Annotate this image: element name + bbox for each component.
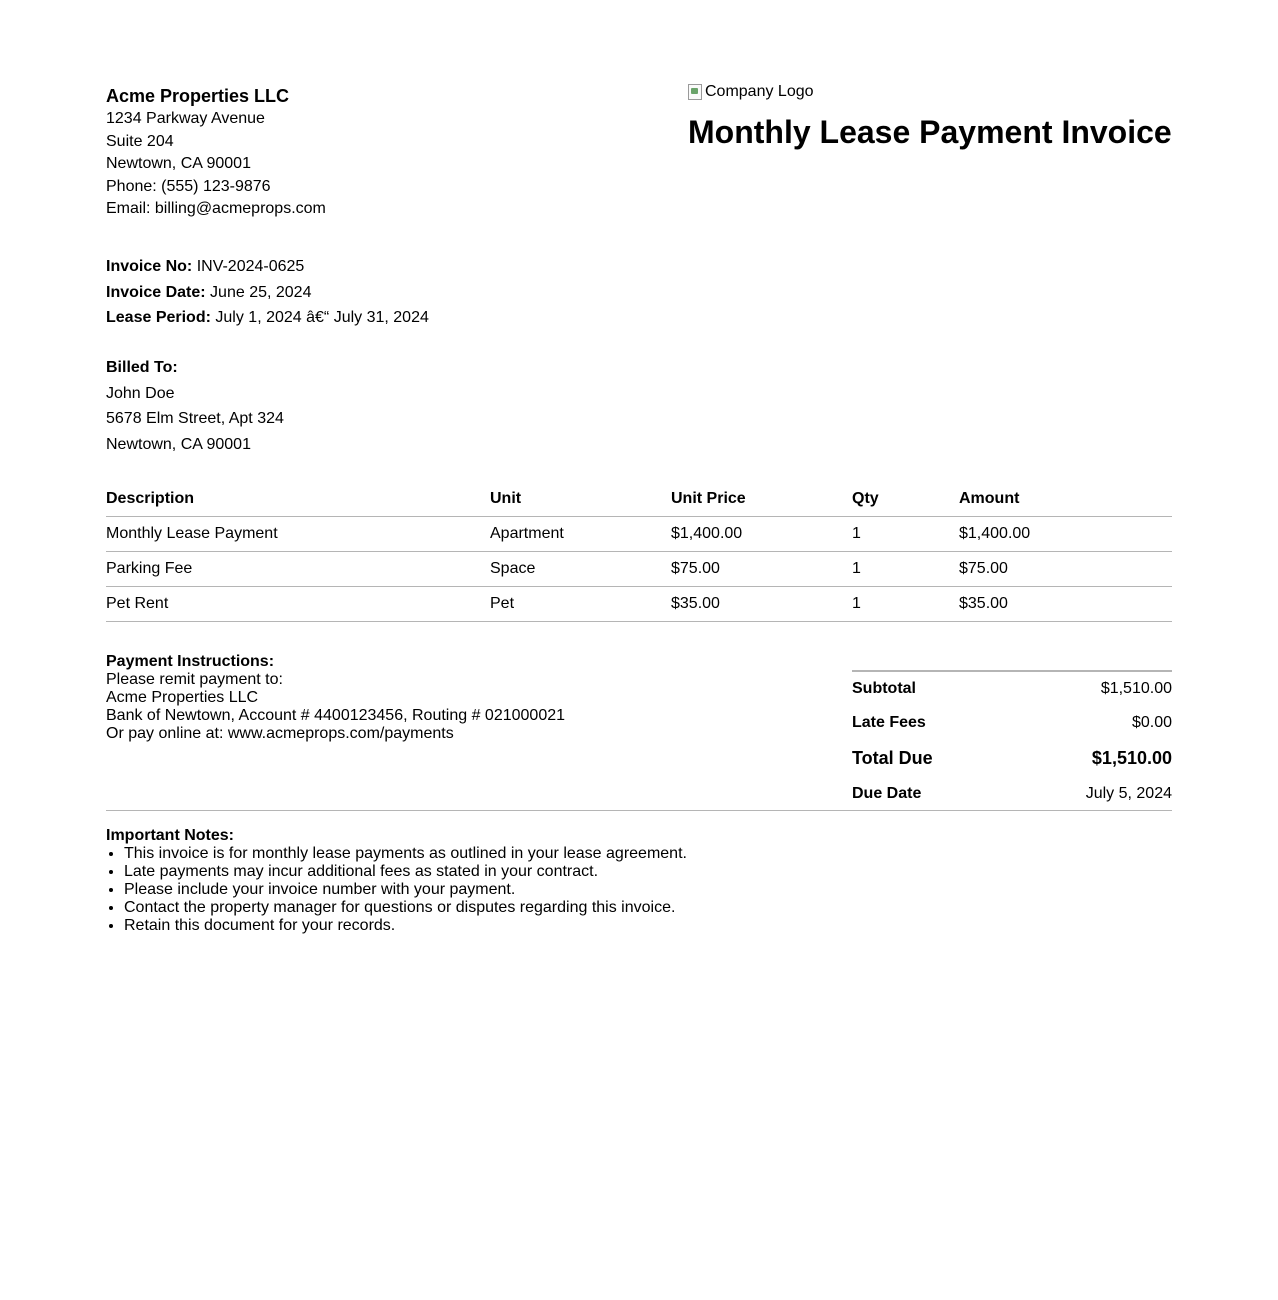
line-items-table — [106, 482, 1172, 622]
important-notes — [106, 827, 906, 935]
total-due-value: $1,510.00 — [1091, 747, 1172, 768]
column-header-description: Description — [106, 482, 490, 517]
subtotal-label: Subtotal — [852, 680, 916, 697]
cell-amount: $1,400.00 — [959, 517, 1172, 552]
cell-unit-price: $75.00 — [671, 552, 852, 587]
column-header-unit: Unit — [490, 482, 671, 517]
subtotal-row — [852, 672, 1172, 706]
company-city: Newtown, CA 90001 — [106, 155, 251, 173]
company-email: Email: billing@acmeprops.com — [106, 200, 326, 218]
table-row — [106, 587, 1172, 622]
lease-period-label: Lease Period: — [106, 309, 211, 326]
invoice-header — [688, 82, 1172, 152]
total-due-row — [852, 740, 1172, 776]
company-logo-alt-text: Company Logo — [705, 83, 814, 100]
list-item: • Please include your invoice number with your payment. — [124, 881, 906, 899]
payment-instructions-label: Payment Instructions: — [106, 653, 275, 670]
notes-list — [106, 845, 906, 935]
invoice-number-label: Invoice No: — [106, 258, 193, 275]
table-row — [106, 552, 1172, 587]
late-fees-row — [852, 706, 1172, 740]
company-logo — [688, 82, 1172, 102]
list-item: • This invoice is for monthly lease payments as outlined in your lease agreement. — [124, 845, 906, 863]
table-row — [106, 517, 1172, 552]
cell-description: Parking Fee — [106, 552, 490, 587]
due-date-row — [852, 776, 1172, 812]
total-due-label: Total Due — [852, 747, 933, 768]
invoice-date-row — [106, 280, 706, 306]
invoice-date-label: Invoice Date: — [106, 283, 206, 301]
late-fees-label: Late Fees — [852, 714, 926, 731]
invoice-title: Monthly Lease Payment Invoice — [688, 114, 1172, 150]
column-header-qty: Qty — [852, 482, 959, 517]
invoice-number: INV-2024-0625 — [196, 258, 305, 275]
list-item: • Retain this document for your records. — [124, 917, 906, 935]
cell-description: Monthly Lease Payment — [106, 517, 490, 552]
table-header-row — [106, 482, 1172, 517]
payment-line: Acme Properties LLC — [106, 689, 259, 706]
cell-unit: Pet — [490, 587, 671, 622]
invoice-date: June 25, 2024 — [210, 283, 312, 301]
cell-description: Pet Rent — [106, 587, 490, 622]
cell-amount: $35.00 — [959, 587, 1172, 622]
lease-period: July 1, 2024 â€“ July 31, 2024 — [215, 309, 429, 326]
due-date-value: July 5, 2024 — [1085, 785, 1172, 802]
invoice-number-row — [106, 254, 706, 280]
subtotal-value: $1,510.00 — [1100, 680, 1172, 697]
billed-to-address: 5678 Elm Street, Apt 324 — [106, 410, 284, 427]
broken-image-icon — [688, 84, 702, 100]
cell-unit: Space — [490, 552, 671, 587]
payment-instructions — [106, 653, 806, 743]
cell-qty: 1 — [852, 517, 959, 552]
cell-amount: $75.00 — [959, 552, 1172, 587]
column-header-amount: Amount — [959, 482, 1172, 517]
company-address-line-1: 1234 Parkway Avenue — [106, 110, 265, 127]
section-divider — [106, 810, 1172, 811]
payment-line: Please remit payment to: — [106, 671, 283, 688]
lease-period-row — [106, 305, 706, 331]
company-phone: Phone: (555) 123-9876 — [106, 177, 271, 195]
list-item: • Late payments may incur additional fees as stated in your contract. — [124, 863, 906, 881]
totals-summary — [852, 670, 1172, 812]
cell-unit-price: $35.00 — [671, 587, 852, 622]
billed-to-label: Billed To: — [106, 359, 178, 376]
cell-unit-price: $1,400.00 — [671, 517, 852, 552]
cell-qty: 1 — [852, 587, 959, 622]
important-notes-label: Important Notes: — [106, 827, 234, 844]
billed-to-city: Newtown, CA 90001 — [106, 435, 251, 453]
list-item: • Contact the property manager for questions or disputes regarding this invoice. — [124, 899, 906, 917]
cell-unit: Apartment — [490, 517, 671, 552]
late-fees-value: $0.00 — [1131, 714, 1172, 731]
billed-to-name: John Doe — [106, 384, 175, 402]
billed-to — [106, 355, 706, 457]
payment-line: Bank of Newtown, Account # 4400123456, Routing # 021000021 — [106, 707, 566, 724]
company-info — [106, 84, 586, 221]
column-header-unit-price: Unit Price — [671, 482, 852, 517]
invoice-meta — [106, 254, 706, 331]
payment-line: Or pay online at: www.acmeprops.com/payments — [106, 725, 454, 742]
company-address-line-2: Suite 204 — [106, 132, 174, 150]
company-name: Acme Properties LLC — [106, 86, 290, 106]
due-date-label: Due Date — [852, 785, 922, 802]
cell-qty: 1 — [852, 552, 959, 587]
